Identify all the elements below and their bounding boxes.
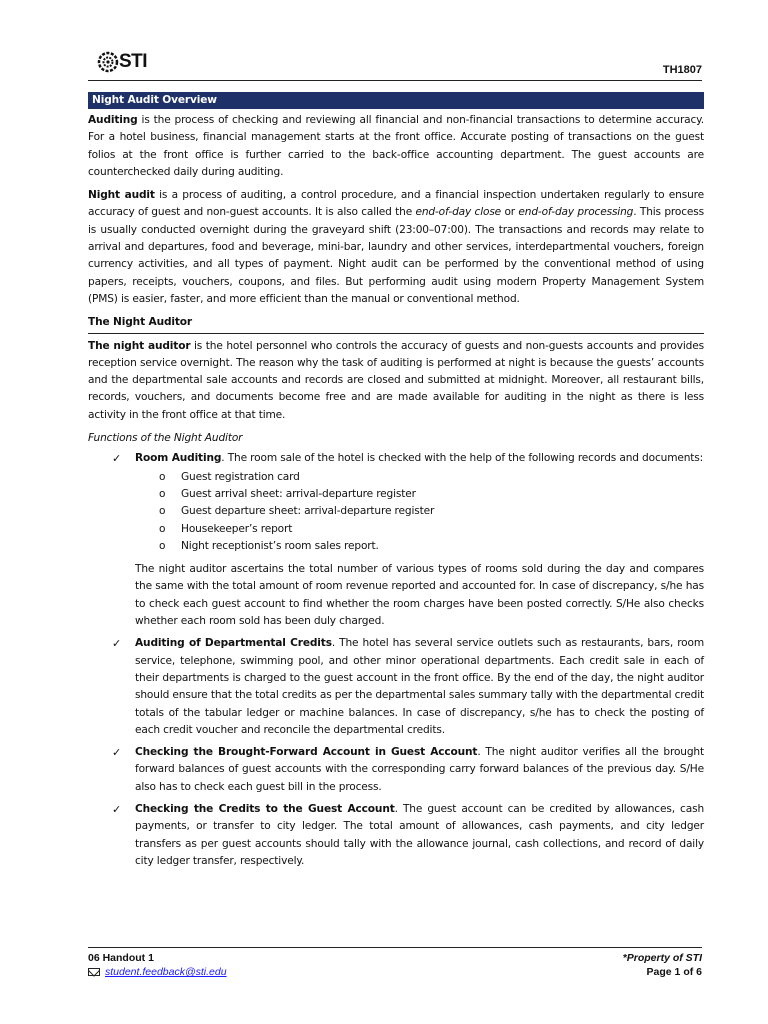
document-code: TH1807 [662,64,702,76]
night-audit-italic-2: end-of-day processing [518,206,634,219]
functions-list [88,450,704,870]
function-text: . The room sale of the hotel is checked with the help of the following records and documents: [221,452,704,465]
handout-label: 06 Handout 1 [88,952,154,964]
function-text: . The night auditor verifies all the brought forward balances of guest accounts with the corresponding carry forward balances of the previous day. S/He also has to check each guest bill in the process. [135,746,704,793]
circle-bullet-icon: o [159,470,166,483]
function-title: Room Auditing [135,452,222,465]
circle-bullet-icon: o [159,539,166,552]
checkmark-icon: ✓ [112,637,122,651]
logo-text: STI [119,51,148,72]
list-item [88,744,704,796]
section-title-bar: Night Audit Overview [88,92,704,109]
auditing-term: Auditing [88,114,138,126]
function-title: Checking the Credits to the Guest Account [135,802,395,815]
night-auditor-paragraph [88,338,704,424]
page-number: Page 1 of 6 [646,966,702,978]
list-item [88,801,704,870]
property-label: *Property of STI [622,952,702,964]
room-audit-documents [135,469,704,555]
function-text: . The hotel has several service outlets such as restaurants, bars, room service, telephone, swimming pool, and other minor operational departments. Each credit sale in each of their departments is charged to the guest account in the front office. By the end of the day, the night auditor should ensure that the total credits as per the departmental sales summary tally with the departmental credit totals of the tabular ledger or machine balances. In case of discrepancy, s/he has to check the posting of each credit voucher and reconcile the departmental credits. [135,637,705,736]
night-audit-italic-1: end-of-day close [415,206,502,219]
feedback-line [88,966,227,978]
sub-item-text: Housekeeper’s report [181,522,293,535]
sub-item-text: Guest departure sheet: arrival-departure register [181,505,435,518]
list-item [88,450,704,630]
list-item [135,538,704,555]
night-audit-text-c: . This process is usually conducted overnight during the graveyard shift (23:00–07:00). The transactions and records may relate to arrival and departures, food and beverage, mini-bar, laundry and other services, interdepartmental vouchers, foreign currency activities, and all types of payment. Night audit can be performed by the conventional method of using papers, receipts, vouchers, coupons, and files. But performing audit using modern Property Management System (PMS) is easier, faster, and more efficient than the manual or conventional method. [88,206,704,305]
header-divider [88,80,702,81]
function-title: Auditing of Departmental Credits [135,637,332,650]
night-auditor-heading: The Night Auditor [88,314,704,333]
function-title: Checking the Brought-Forward Account in Guest Account [135,746,478,759]
checkmark-icon: ✓ [112,746,122,760]
night-audit-text-b: or [501,206,519,219]
list-item [88,635,704,739]
function-text: . The guest account can be credited by allowances, cash payments, or transfer to city ledger. The total amount of allowances, cash payments, and city ledger transfers as per guest accounts should tally with the allowance journal, cash collections, and record of daily city ledger transfer, respectively. [135,802,705,867]
circle-bullet-icon: o [159,487,166,500]
envelope-icon [88,968,100,976]
sub-item-text: Night receptionist’s room sales report. [181,539,379,552]
sti-logo [97,51,147,73]
feedback-email-link[interactable]: student.feedback@sti.edu [105,966,227,978]
night-audit-term: Night audit [88,189,155,202]
room-audit-explanation: The night auditor ascertains the total number of various types of rooms sold during the day and compares the same with the total amount of room revenue reported and accounted for. In case of discrepancy, s/he has to check each guest account to find whether the room charges have been posted correctly. S/He also checks whether each room sold has been duly charged. [135,563,704,628]
sub-item-text: Guest arrival sheet: arrival-departure register [181,487,416,500]
list-item [135,521,704,538]
night-auditor-text: is the hotel personnel who controls the accuracy of guests and non-guests accounts and provides reception service overnight. The reason why the task of auditing is performed at night is because the guests’ accounts and the departmental sale accounts and records are closed and submitted at midnight. Moreover, all restaurant bills, records, vouchers, and documents become free and are made available for auditing in the night as there is less activity in the front office at that time. [88,339,704,421]
list-item [135,486,704,503]
list-item [135,503,704,520]
circle-bullet-icon: o [159,522,166,535]
night-audit-paragraph [88,187,704,308]
footer-divider [88,947,702,948]
night-audit-text-a: is a process of auditing, a control procedure, and a financial inspection undertaken regularly to ensure accuracy of guest and non-guest accounts. It is also called the [88,189,704,219]
auditing-paragraph [88,112,704,181]
list-item [135,469,704,486]
sub-item-text: Guest registration card [181,470,300,483]
night-auditor-term: The night auditor [88,339,191,352]
auditing-text: is the process of checking and reviewing all financial and non-financial transactions to determine accuracy. For a hotel business, financial management starts at the front office. Accurate posting of transactions on the guest folios at the front office is further carried to the back-office accounting department. The guest accounts are counterchecked daily during auditing. [88,114,704,178]
document-body [88,92,704,875]
globe-icon [97,51,119,73]
checkmark-icon: ✓ [112,452,122,466]
circle-bullet-icon: o [159,505,166,518]
checkmark-icon: ✓ [112,802,122,816]
functions-heading: Functions of the Night Auditor [88,432,243,445]
